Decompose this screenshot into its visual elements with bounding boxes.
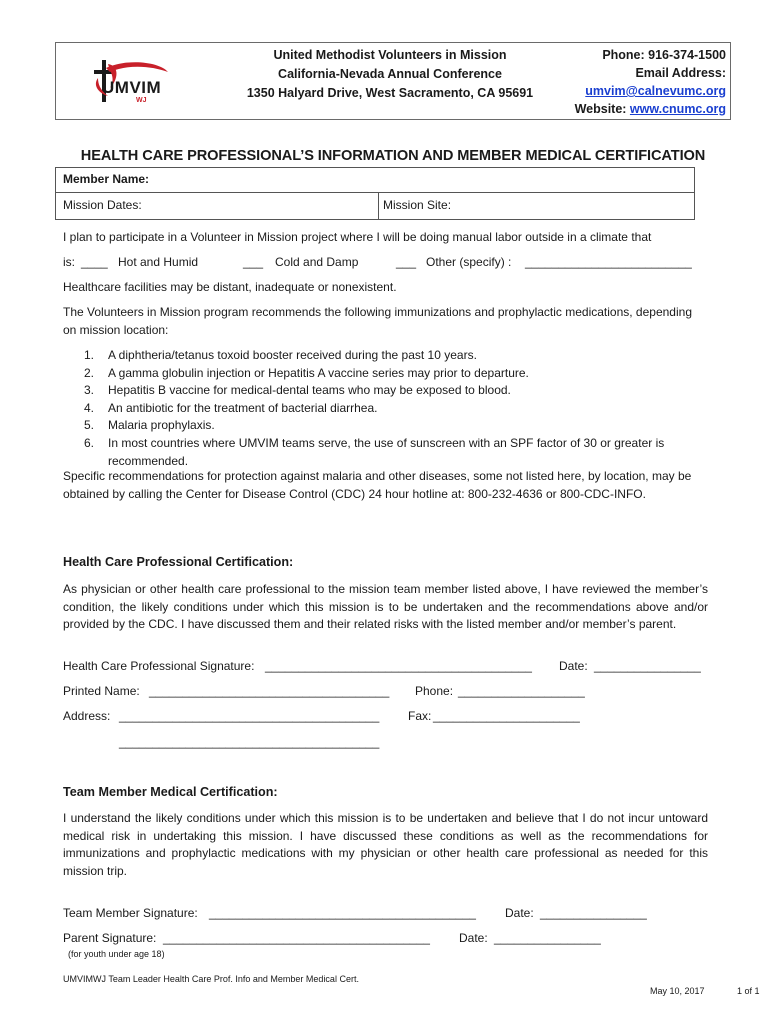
hot-humid-blank[interactable]: ____ (81, 255, 108, 269)
fax-field[interactable]: ______________________ (433, 709, 580, 723)
other-option: Other (specify) : (426, 255, 512, 269)
address-label: Address: (63, 709, 111, 723)
document-title: HEALTH CARE PROFESSIONAL’S INFORMATION AND MEMBER MEDICAL CERTIFICATION (80, 148, 706, 164)
address-field[interactable]: _______________________________________ (119, 709, 380, 723)
cold-damp-option: Cold and Damp (275, 255, 359, 269)
list-item: 5. Malaria prophylaxis. (84, 418, 215, 433)
hcp-heading: Health Care Professional Certification: (63, 555, 294, 569)
team-date-field[interactable]: ________________ (540, 906, 647, 920)
team-heading: Team Member Medical Certification: (63, 785, 278, 799)
hcp-date-label: Date: (559, 659, 588, 673)
youth-note: (for youth under age 18) (68, 949, 165, 959)
mission-site-field[interactable]: Mission Site: (383, 198, 452, 212)
list-item: 6. In most countries where UMVIM teams serve, the use of sunscreen with an SPF factor of 30 or greater is recommended. (84, 435, 665, 468)
address-row (63, 708, 723, 726)
org-address: 1350 Halyard Drive, West Sacramento, CA 95691 (246, 86, 534, 100)
phone-label: Phone: (415, 684, 454, 698)
member-info-table (55, 167, 695, 220)
website-label: Website: (574, 102, 630, 116)
logo-wordmark: UMVIM (102, 78, 162, 97)
is-label: is: (63, 255, 75, 269)
email-label: Email Address: (635, 66, 726, 80)
list-item: 3. Hepatitis B vaccine for medical-dental teams who may be exposed to blood. (84, 383, 511, 398)
hcp-body: As physician or other health care professional to the mission team member listed above, I have reviewed the member’s condition, the likely conditions under which this mission is to be undertaken and the recommendations above and/or provided by the CDC. I have discussed them and their related risks with the listed member and/or member’s parent. (63, 582, 708, 632)
member-name-row (56, 168, 694, 193)
address-field-line2[interactable]: _______________________________________ (119, 735, 380, 749)
team-signature-row (63, 905, 723, 923)
other-specify-blank[interactable]: _________________________ (525, 255, 692, 269)
intro-line: I plan to participate in a Volunteer in Mission project where I will be doing manual labor outside in a climate that (63, 230, 652, 244)
cdc-recommendations: Specific recommendations for protection against malaria and other diseases, some not listed here, by location, may be obtained by calling the Center for Disease Control (CDC) 24 hour hotline at: 800-232-4636 or 800-CDC-INFO. (63, 469, 692, 501)
contact-block (530, 46, 726, 118)
hot-humid-option: Hot and Humid (118, 255, 199, 269)
parent-signature-field[interactable]: ________________________________________ (163, 931, 430, 945)
member-name-field[interactable]: Member Name: (63, 172, 150, 186)
facilities-note: Healthcare facilities may be distant, inadequate or nonexistent. (63, 280, 397, 294)
other-blank[interactable]: ___ (396, 255, 417, 269)
medication-list (84, 347, 684, 470)
website-link[interactable]: www.cnumc.org (629, 102, 726, 116)
recommendations-intro: The Volunteers in Mission program recommends the following immunizations and prophylactic medications, depending on mission location: (63, 305, 692, 337)
footer-page-number: 1 of 1 (737, 986, 760, 996)
logo-sub: WJ (136, 97, 147, 104)
hcp-date-field[interactable]: ________________ (594, 659, 701, 673)
list-item: 1. A diphtheria/tetanus toxoid booster received during the past 10 years. (84, 348, 477, 362)
phone-field[interactable]: ___________________ (458, 684, 585, 698)
email-link[interactable]: umvim@calnevumc.org (585, 84, 726, 98)
printed-name-field[interactable]: ____________________________________ (149, 684, 390, 698)
parent-date-label: Date: (459, 931, 488, 945)
fax-label: Fax: (408, 709, 432, 723)
team-signature-label: Team Member Signature: (63, 906, 198, 920)
printed-name-label: Printed Name: (63, 684, 140, 698)
team-signature-field[interactable]: ________________________________________ (209, 906, 476, 920)
climate-options (63, 254, 703, 272)
printed-name-row (63, 683, 723, 701)
mission-dates-field[interactable]: Mission Dates: (63, 198, 142, 212)
umvim-logo (88, 58, 170, 112)
organization-block (225, 46, 555, 103)
table-divider (378, 193, 379, 220)
org-conference: California-Nevada Annual Conference (278, 67, 502, 81)
cold-damp-blank[interactable]: ___ (243, 255, 264, 269)
phone-text: Phone: 916-374-1500 (602, 48, 726, 62)
hcp-signature-row (63, 658, 723, 676)
hcp-signature-field[interactable]: ________________________________________ (265, 659, 532, 673)
footer-document-name: UMVIMWJ Team Leader Health Care Prof. Info and Member Medical Cert. (63, 974, 359, 984)
org-name: United Methodist Volunteers in Mission (273, 48, 507, 62)
footer-date: May 10, 2017 (650, 986, 705, 996)
team-body: I understand the likely conditions under which this mission is to be undertaken and believe that I do not incur untoward medical risk in undertaking this mission. I have discussed these conditions as well as the recommendations for immunizations and prophylactic medications with my physician or other health care professional as needed for this mission trip. (63, 811, 708, 878)
hcp-signature-label: Health Care Professional Signature: (63, 659, 255, 673)
list-item: 4. An antibiotic for the treatment of bacterial diarrhea. (84, 400, 378, 415)
parent-signature-row (63, 930, 723, 948)
parent-signature-label: Parent Signature: (63, 931, 157, 945)
parent-date-field[interactable]: ________________ (494, 931, 601, 945)
team-date-label: Date: (505, 906, 534, 920)
list-item: 2. A gamma globulin injection or Hepatitis A vaccine series may prior to departure. (84, 365, 529, 380)
